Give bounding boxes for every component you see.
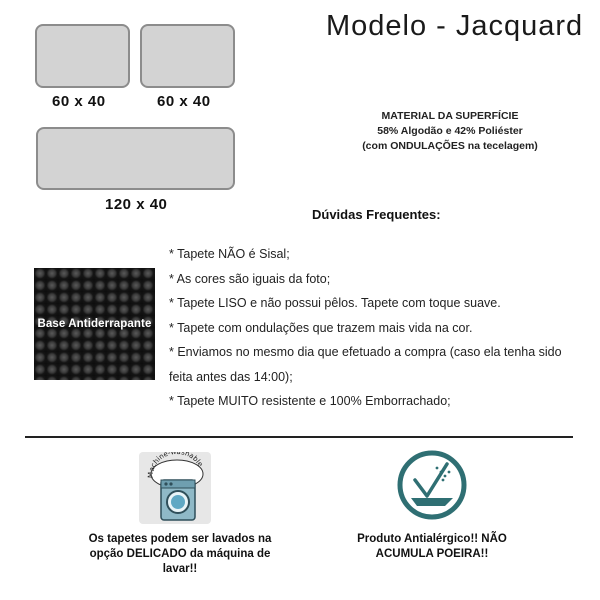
machine-washable-badge-text: Machine-w shable	[146, 452, 205, 479]
washing-line: lavar!!	[162, 563, 198, 575]
size-label-b: 60 x 40	[157, 93, 211, 110]
faq-item: * Enviamos no mesmo dia que efetuado a compra (caso ela tenha sido	[169, 345, 562, 359]
faq-item: * Tapete com ondulações que trazem mais vida na cor.	[169, 320, 473, 335]
faq-item: feita antes das 14:00);	[169, 369, 293, 384]
material-info	[330, 109, 570, 154]
faq-item: * Tapete MUITO resistente e 100% Emborrachado;	[169, 394, 451, 408]
faq-title: Dúvidas Frequentes:	[312, 207, 441, 222]
faq-item: * Tapete NÃO é Sisal;	[169, 247, 290, 261]
faq-item: * As cores são iguais da foto;	[169, 271, 331, 286]
anti-dust-icon	[397, 450, 467, 520]
antiallergic-info	[332, 532, 532, 562]
mat-60x40-swatch-b	[140, 24, 235, 88]
faq-list	[169, 242, 589, 414]
antiallergic-line: ACUMULA POEIRA!!	[375, 548, 489, 560]
washing-line: Os tapetes podem ser lavados na	[88, 533, 272, 545]
material-note: (com ONDULAÇÕES na tecelagem)	[362, 140, 538, 152]
faq-item: * Tapete LISO e não possui pêlos. Tapete com toque suave.	[169, 296, 501, 310]
antiallergic-line: Produto Antialérgico!! NÃO	[357, 533, 507, 545]
washing-info	[70, 532, 290, 577]
size-label-a: 60 x 40	[52, 93, 106, 110]
rubber-base-label: Base Antiderrapante	[37, 318, 152, 330]
divider	[25, 436, 573, 438]
material-composition: 58% Algodão e 42% Poliéster	[377, 125, 523, 137]
mat-60x40-swatch-a	[35, 24, 130, 88]
size-label-c: 120 x 40	[105, 196, 168, 213]
page-title: Modelo - Jacquard	[326, 10, 584, 42]
washing-line: opção DELICADO da máquina de	[89, 548, 271, 560]
washing-machine-icon	[139, 452, 211, 524]
material-heading: MATERIAL DA SUPERFÍCIE	[381, 110, 519, 122]
mat-120x40-swatch	[36, 127, 235, 190]
